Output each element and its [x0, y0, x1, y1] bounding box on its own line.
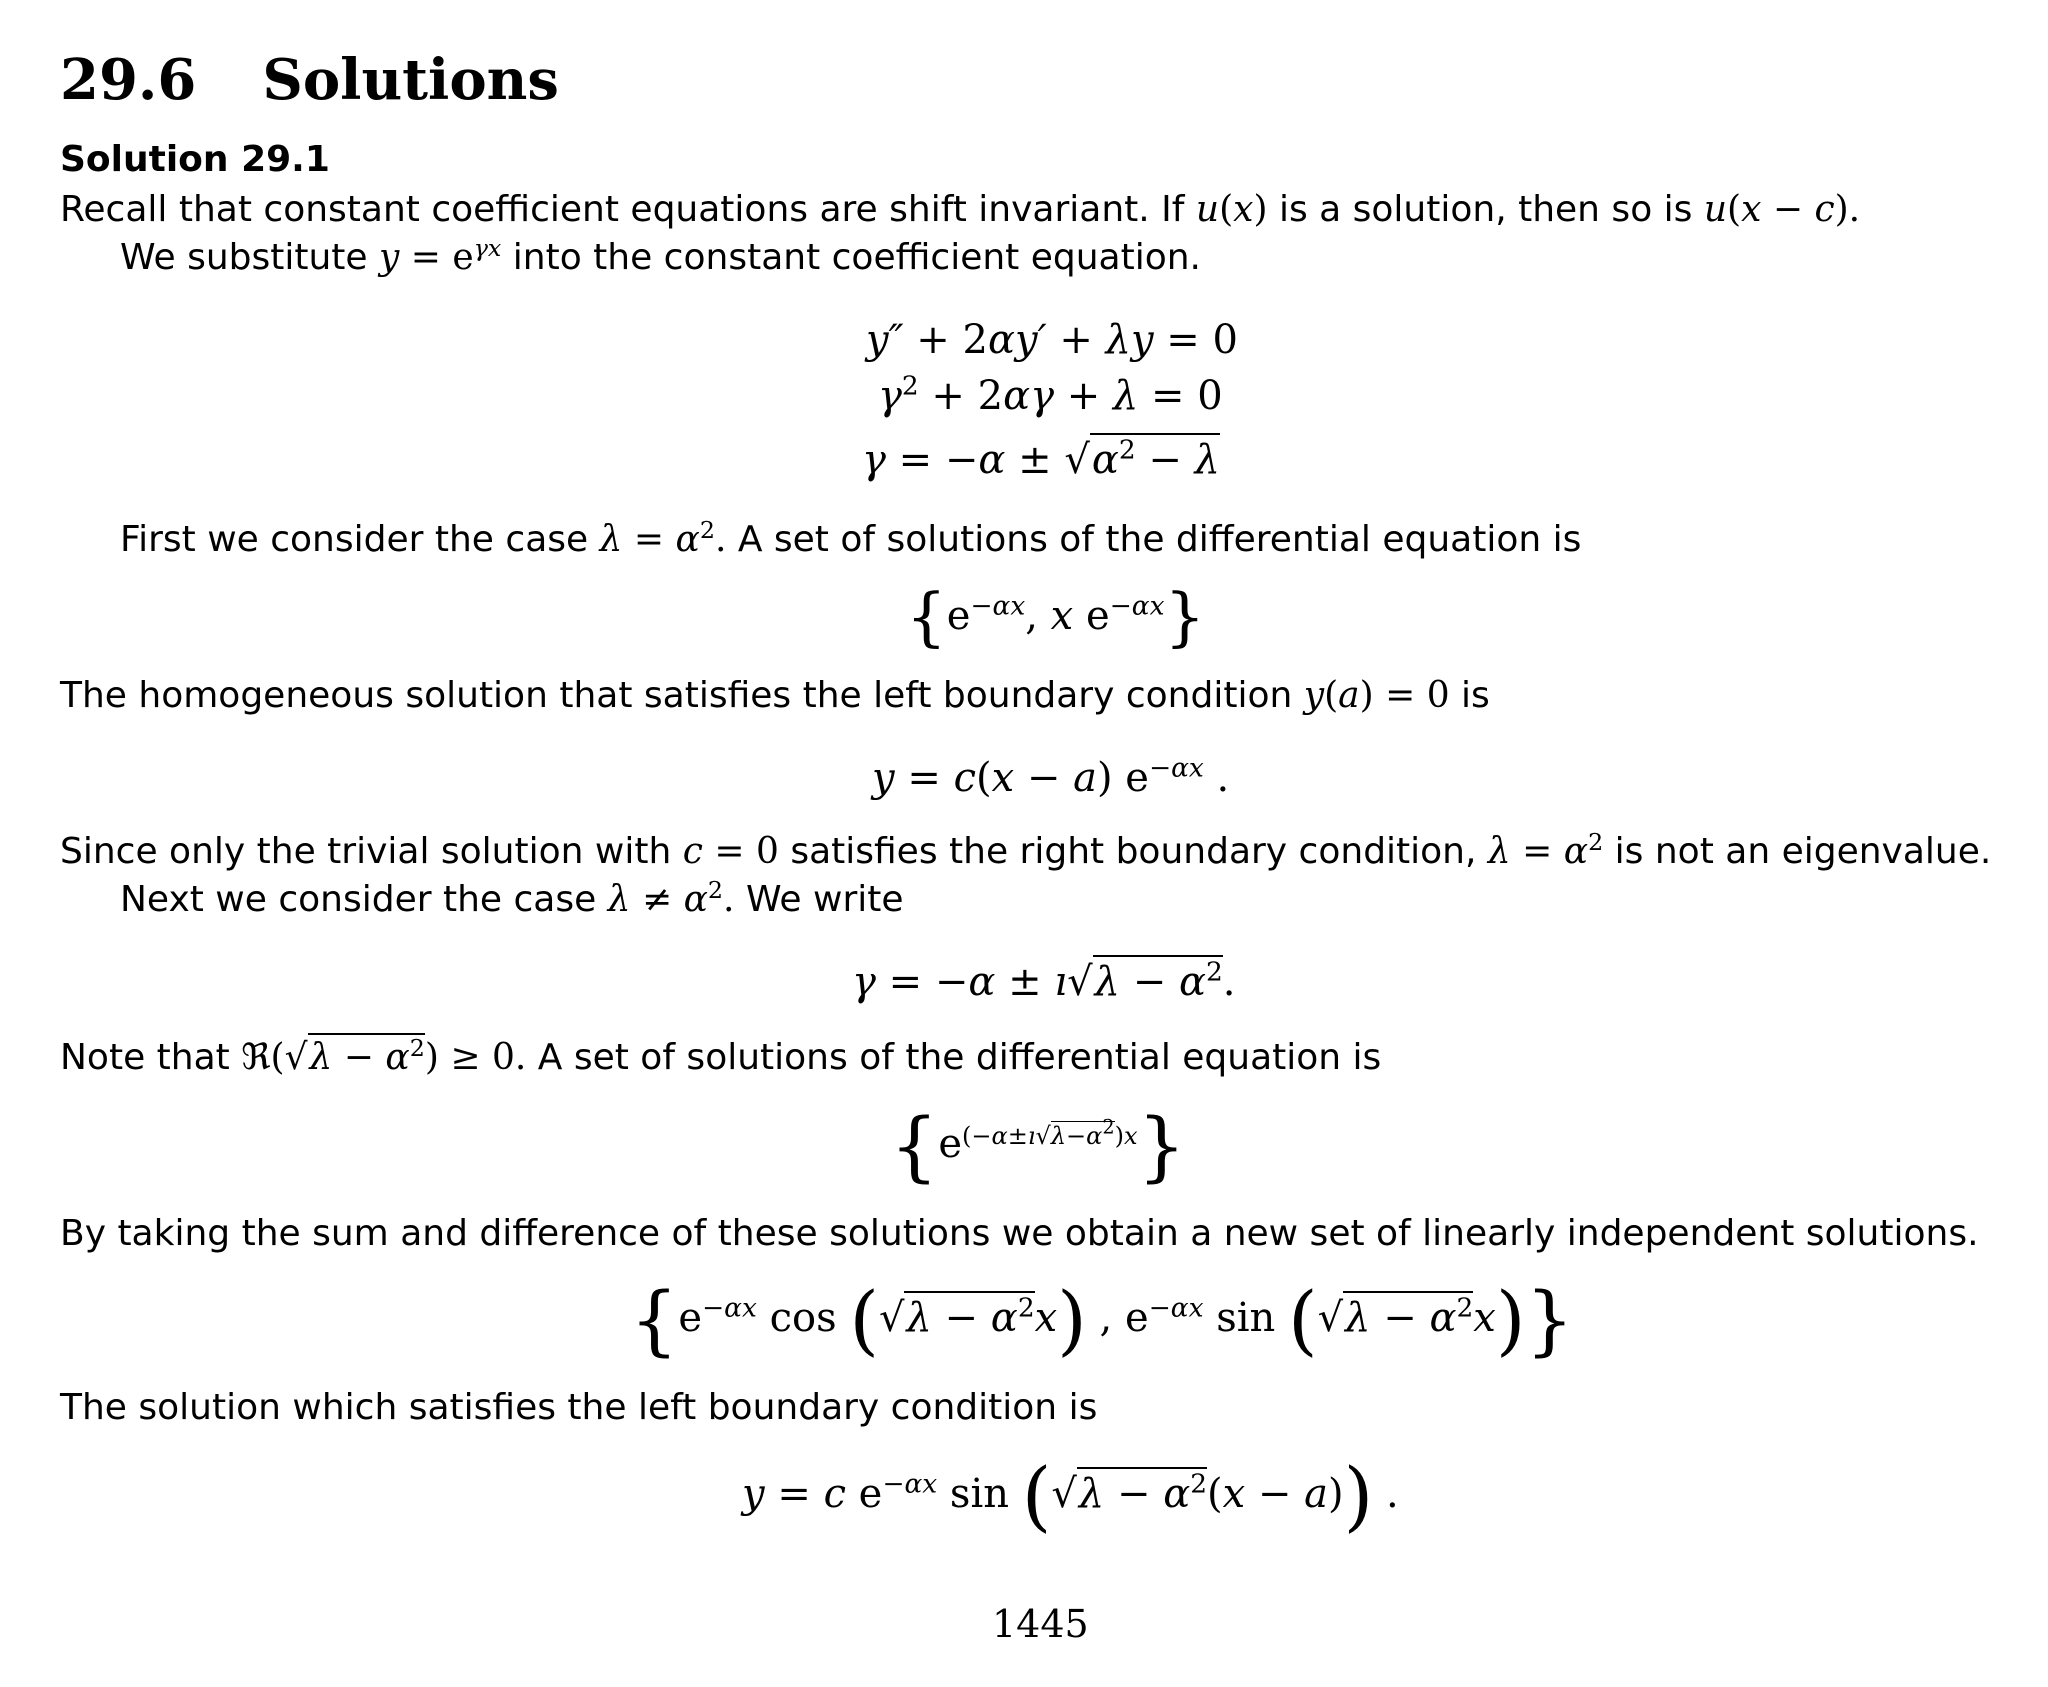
section-heading	[60, 48, 559, 112]
equation-real-solution-set: {$e^{-\alpha x}$ $\cos (√\lambda - \alpha^2x)$ , $e^{-\alpha x}$ $\sin (√\lambda - \alpha^2x)$}	[630, 1275, 1574, 1365]
paragraph-3: First we consider the case $\lambda = \alpha^2$. A set of solutions of the differential equation is	[120, 515, 1582, 560]
paragraph-8: By taking the sum and difference of these solutions we obtain a new set of linearly independent solutions.	[60, 1213, 1979, 1254]
section-title: Solutions	[262, 47, 559, 113]
equation-final-solution: y = c $e^{-\alpha x}$ $\sin (√\lambda - \alpha^2(x - a))$ .	[742, 1451, 1399, 1541]
paragraph-2: We substitute $y = e^{\gamma x}$ into the constant coefficient equation.	[120, 233, 1201, 278]
equation-solution-set-2: $\{e^{(-\alpha\pm ı√\lambda-\alpha^2)x}\}$	[890, 1101, 1186, 1191]
paragraph-6: Next we consider the case $\lambda \ne \alpha^2$. We write	[120, 875, 904, 920]
equation-roots: $\gamma = -\alpha \pm √\alpha^2 - \lambda$	[862, 434, 1220, 483]
paragraph-4: The homogeneous solution that satisfies the left boundary condition y(a) = 0 is	[60, 675, 1490, 716]
equation-solution-set-1: {$e^{-\alpha x}$, x $e^{-\alpha x}$}	[906, 580, 1206, 655]
solution-heading: Solution 29.1	[60, 139, 330, 180]
equation-homogeneous: y = c(x − a) $e^{-\alpha x}$ .	[872, 752, 1230, 801]
paragraph-1: Recall that constant coefficient equations are shift invariant. If u(x) is a solution, then so is u(x − c).	[60, 189, 1861, 230]
equation-characteristic: $\gamma^2 + 2\alpha\gamma + \lambda = 0$	[878, 370, 1223, 419]
paragraph-5: Since only the trivial solution with c = 0 satisfies the right boundary condition, $\lambda = \alpha^2$ is not an eigenvalue.	[60, 827, 1992, 872]
section-number: 29.6	[60, 47, 197, 113]
equation-ode: y″ + 2αy′ + λy = 0	[866, 317, 1238, 363]
equation-complex-roots: γ = −α ± ı√λ − $\alpha^2$.	[852, 956, 1236, 1005]
paragraph-9: The solution which satisfies the left boundary condition is	[60, 1387, 1098, 1428]
page-number: 1445	[992, 1602, 1089, 1646]
paragraph-7: Note that ℜ(√λ − $\alpha^2) \ge 0$. A set of solutions of the differential equation is	[60, 1033, 1382, 1078]
